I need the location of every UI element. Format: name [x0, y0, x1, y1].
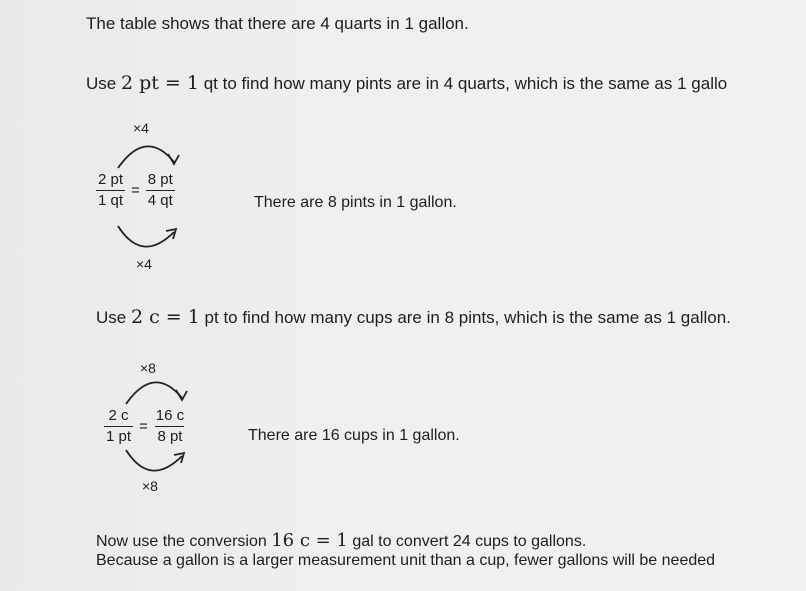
step1-bottom-arc [112, 222, 182, 256]
step2-top-multiplier: ×8 [140, 360, 156, 376]
step1-suffix: qt to find how many pints are in 4 quarts, which is the same as 1 gallo [198, 74, 728, 93]
step1-equals: = [131, 181, 140, 199]
intro-text: The table shows that there are 4 quarts in 1 gallon. [86, 14, 469, 33]
step2-left-denominator: 1 pt [106, 427, 132, 445]
step1-math: 2 pt = 1 [120, 72, 199, 94]
step1-proportion [96, 172, 175, 209]
step2-bottom-arc [120, 446, 190, 480]
step1-instruction [86, 72, 727, 94]
step2-math: 2 c = 1 [130, 306, 200, 328]
step3-suffix: gal to convert 24 cups to gallons. [347, 533, 587, 550]
step2-bottom-multiplier: ×8 [142, 478, 158, 494]
step2-equals: = [139, 417, 148, 435]
step1-right-denominator: 4 qt [147, 191, 173, 209]
step2-instruction [96, 306, 731, 328]
step2-right-denominator: 8 pt [157, 427, 183, 445]
step1-left-fraction [96, 172, 125, 209]
step1-prefix: Use [86, 74, 121, 93]
step2-suffix: pt to find how many cups are in 8 pints, which is the same as 1 gallon. [199, 308, 731, 327]
step2-left-fraction [104, 408, 133, 445]
step2-top-arc [120, 374, 190, 408]
step1-top-arc [112, 138, 182, 172]
step3-instruction [96, 530, 586, 551]
step2-right-fraction [154, 408, 186, 445]
closing-text: Because a gallon is a larger measurement unit than a cup, fewer gallons will be needed [96, 552, 716, 569]
step1-right-fraction [146, 172, 175, 209]
step3-prefix: Now use the conversion [96, 533, 272, 550]
step1-left-numerator: 2 pt [98, 171, 124, 188]
step1-bottom-multiplier: ×4 [136, 256, 152, 272]
step2-prefix: Use [96, 308, 131, 327]
step2-proportion [104, 408, 186, 445]
step3-math: 16 c = 1 [271, 530, 348, 551]
step1-top-multiplier: ×4 [133, 120, 149, 136]
step2-right-numerator: 16 c [155, 407, 185, 424]
step2-result: There are 16 cups in 1 gallon. [248, 427, 460, 444]
step1-result: There are 8 pints in 1 gallon. [254, 194, 457, 211]
step1-right-numerator: 8 pt [147, 171, 173, 188]
step2-left-numerator: 2 c [108, 407, 129, 424]
step1-left-denominator: 1 qt [98, 191, 124, 209]
